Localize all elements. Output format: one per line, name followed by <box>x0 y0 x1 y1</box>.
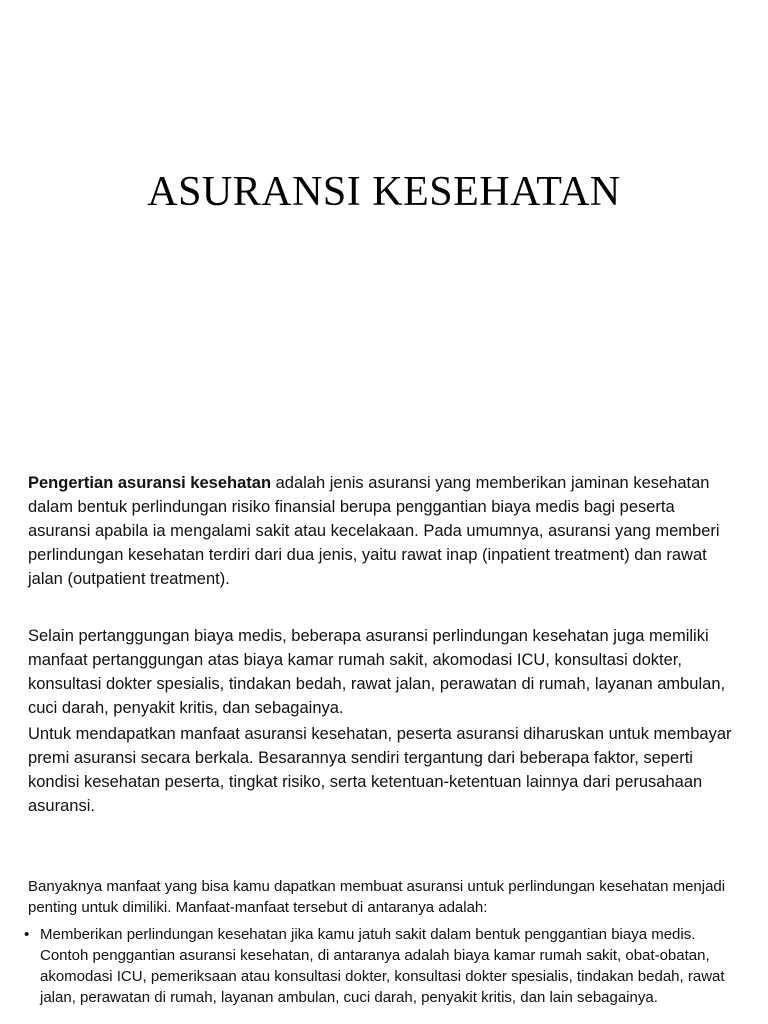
benefits-intro: Banyaknya manfaat yang bisa kamu dapatkan membuat asuransi untuk perlindungan kesehatan menjadi penting untuk dimiliki. Manfaat-manfaat tersebut di antaranya adalah: <box>28 878 726 916</box>
bullet-icon: • <box>24 926 30 943</box>
definition-text: adalah jenis asuransi yang memberikan jaminan kesehatan dalam bentuk perlindungan risiko finansial berupa penggantian biaya medis bagi peserta asuransi apabila ia mengalami sakit atau kecelakaan. Pada umumnya, asuransi yang memberi perlindungan kesehatan terdiri dari dua jenis, yaitu rawat inap (inpatient treatment) dan rawat jalan (outpatient treatment). <box>28 474 720 588</box>
list-item-text: Memberikan perlindungan kesehatan jika kamu jatuh sakit dalam bentuk penggantian biaya medis. Contoh penggantian asuransi kesehatan, di antaranya adalah biaya kamar rumah sakit, obat-obatan, akomodasi ICU, pemeriksaan atau konsultasi dokter, konsultasi dokter spesialis, tindakan bedah, rawat jalan, perawatan di rumah, layanan ambulan, cuci darah, penyakit kritis, dan lain sebagainya. <box>40 926 725 1006</box>
definition-paragraph <box>28 471 740 591</box>
premium-paragraph: Untuk mendapatkan manfaat asuransi kesehatan, peserta asuransi diharuskan untuk membayar premi asuransi secara berkala. Besarannya sendiri tergantung dari beberapa faktor, seperti kondisi kesehatan peserta, tingkat risiko, serta ketentuan-ketentuan lainnya dari perusahaan asuransi. <box>28 725 732 815</box>
benefits-list <box>22 924 746 1008</box>
coverage-paragraph: Selain pertanggungan biaya medis, beberapa asuransi perlindungan kesehatan juga memiliki manfaat pertanggungan atas biaya kamar rumah sakit, akomodasi ICU, konsultasi dokter, konsultasi dokter spesialis, tindakan bedah, rawat jalan, perawatan di rumah, layanan ambulan, cuci darah, penyakit kritis, dan sebagainya. <box>28 627 726 717</box>
page-title: ASURANSI KESEHATAN <box>147 169 621 215</box>
list-item <box>22 924 746 1008</box>
definition-term: Pengertian asuransi kesehatan <box>28 474 272 492</box>
